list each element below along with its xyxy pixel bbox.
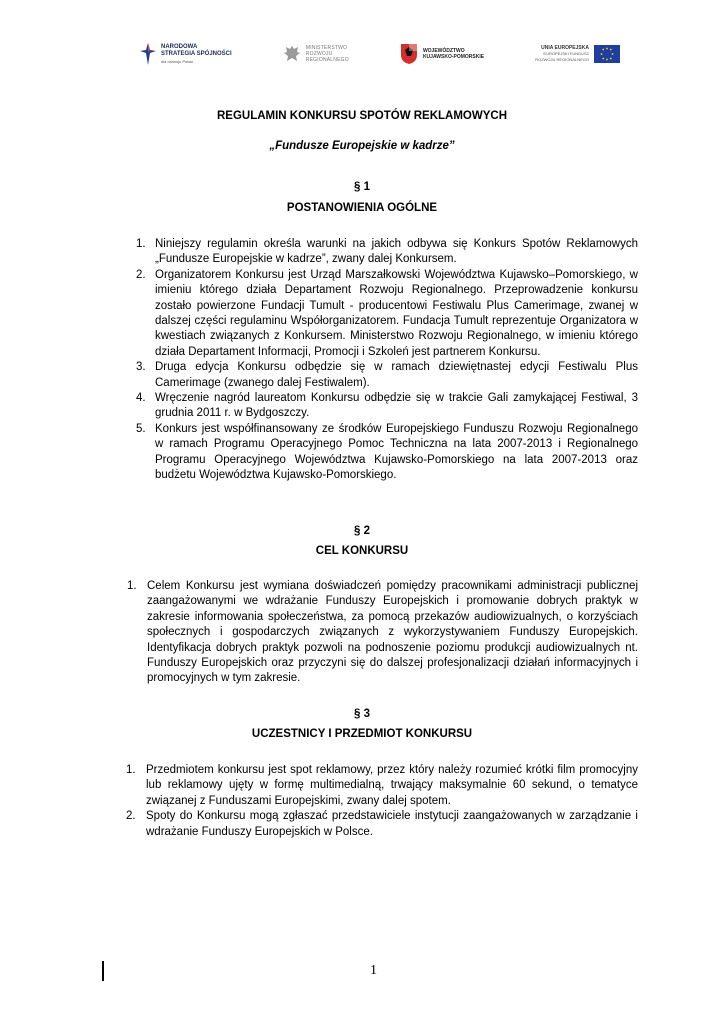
wkp-line-2: KUJAWSKO-POMORSKIE [422, 54, 485, 60]
item-text: Wręczenie nagród laureatom Konkursu odbędzie się w trakcie Gali zamykającej Festiwal, 3 grudnia 2011 r. w Bydgoszczy. [155, 392, 638, 420]
list-item [127, 579, 638, 687]
item-number: 1. [136, 238, 146, 250]
ministerstwo-logo [283, 44, 349, 64]
list-item [136, 268, 638, 360]
item-text: Druga edycja Konkursu odbędzie się w ramach dziewiętnastej edycji Festiwalu Plus Camerimage (zwanego dalej Festiwalem). [155, 361, 638, 389]
item-text: Przedmiotem konkursu jest spot reklamowy, przez który należy rozumieć krótki film promocyjny lub reklamowy ujęty w formę multimedialną, trwający maksymalnie 60 sekund, o tematyce związanej z Funduszami Europejskimi, zwany dalej spotem. [146, 764, 638, 807]
eu-flag-icon [594, 45, 620, 63]
coat-of-arms-icon [400, 43, 418, 65]
section-1-list [136, 237, 638, 484]
item-text: Spoty do Konkursu mogą zgłaszać przedstawiciele instytucji zaangażowanych w zarządzanie i wdrażanie Funduszy Europejskich w Polsce. [146, 810, 638, 838]
section-2-list [127, 579, 638, 687]
item-number: 1. [126, 764, 136, 776]
section-1-symbol: § 1 [354, 181, 370, 193]
item-number: 4. [136, 392, 146, 405]
item-number: 2. [126, 810, 136, 823]
section-3-symbol: § 3 [354, 708, 370, 720]
unia-europejska-logo [535, 45, 620, 63]
item-number: 5. [136, 422, 146, 435]
mrr-line-2: ROZWOJU [305, 51, 333, 57]
eagle-icon [283, 44, 301, 64]
item-text: Konkurs jest współfinansowany ze środków Europejskiego Funduszu Rozwoju Regionalnego w ramach Programu Operacyjnego Pomoc Techniczna na lata 2007-2013 i Regionalnego Programu Operacyjnego Województwa Kujawsko-Pomorskiego na lata 2007-2013 oraz budżetu Województwa Kujawsko-Pomorskiego. [155, 422, 638, 482]
nss-logo [140, 43, 232, 65]
item-number: 1. [127, 580, 137, 592]
item-text: Celem Konkursu jest wymiana doświadczeń pomiędzy pracownikami administracji publicznej zaangażowanymi we wdrażanie Funduszy Europejskich i promowanie dobrych praktyk w zakresie informowania społeczeństwa, za pomocą przekazów audiowizualnych, o korzyściach społecznych i gospodarczych związanych z wykorzystywaniem Funduszy Europejskich. Identyfikacja dobrych praktyk pozwoli na podnoszenie poziomu produkcji audiowizualnych nt. Funduszy Europejskich oraz przyczyni się do dalszej profesjonalizacji działań informacyjnych i promocyjnych w tym zakresie. [147, 580, 638, 685]
document-subtitle: „Fundusze Europejskie w kadrze” [269, 140, 455, 152]
section-1-heading: POSTANOWIENIA OGÓLNE [286, 202, 438, 214]
document-title: REGULAMIN KONKURSU SPOTÓW REKLAMOWYCH [216, 110, 508, 122]
list-item [136, 422, 638, 484]
ue-line-2: EUROPEJSKI FUNDUSZ [543, 51, 589, 56]
nss-sub: dla rozwoju Polski [161, 58, 194, 64]
nss-line-1: NARODOWA [161, 43, 198, 50]
item-text: Organizatorem Konkursu jest Urząd Marszałkowski Województwa Kujawsko–Pomorskiego, w imieniu którego działa Departament Rozwoju Regionalnego. Przeprowadzenie konkursu zostało powierzone Fundacji Tumult - producentowi Festiwalu Plus Camerimage, zwanej w dalszej części regulaminu Współorganizatorem. Fundacja Tumult reprezentuje Organizatora w kwestiach związanych z Konkursem. Ministerstwo Rozwoju Regionalnego, w imieniu którego działa Departament Informacji, Promocji i Szkoleń jest partnerem Konkursu. [155, 268, 638, 358]
section-2-symbol: § 2 [354, 525, 370, 537]
wojewodztwo-logo [400, 43, 484, 65]
page-number: 1 [370, 963, 377, 978]
margin-bar [102, 961, 104, 981]
list-item [126, 763, 638, 809]
nss-star-icon [140, 43, 156, 65]
wkp-line-1: WOJEWÓDZTWO [422, 48, 465, 54]
item-number: 2. [136, 268, 146, 281]
ue-line-1: UNIA EUROPEJSKA [541, 45, 589, 51]
nss-line-2: STRATEGIA SPÓJNOŚCI [161, 50, 232, 57]
mrr-line-3: REGIONALNEGO [305, 57, 349, 63]
item-text: Niniejszy regulamin określa warunki na jakich odbywa się Konkurs Spotów Reklamowych „Fundusze Europejskie w kadrze”, zwany dalej Konkursem. [155, 238, 638, 266]
list-item [136, 237, 638, 268]
section-3-heading: UCZESTNICY I PRZEDMIOT KONKURSU [251, 728, 473, 740]
ue-line-3: ROZWOJU REGIONALNEGO [535, 57, 589, 62]
list-item [136, 360, 638, 391]
list-item [126, 809, 638, 840]
header-logos [140, 30, 620, 78]
section-3-list [126, 763, 638, 840]
section-2-heading: CEL KONKURSU [315, 545, 409, 557]
list-item [136, 391, 638, 422]
mrr-line-1: MINISTERSTWO [305, 45, 348, 51]
item-number: 3. [136, 361, 146, 374]
